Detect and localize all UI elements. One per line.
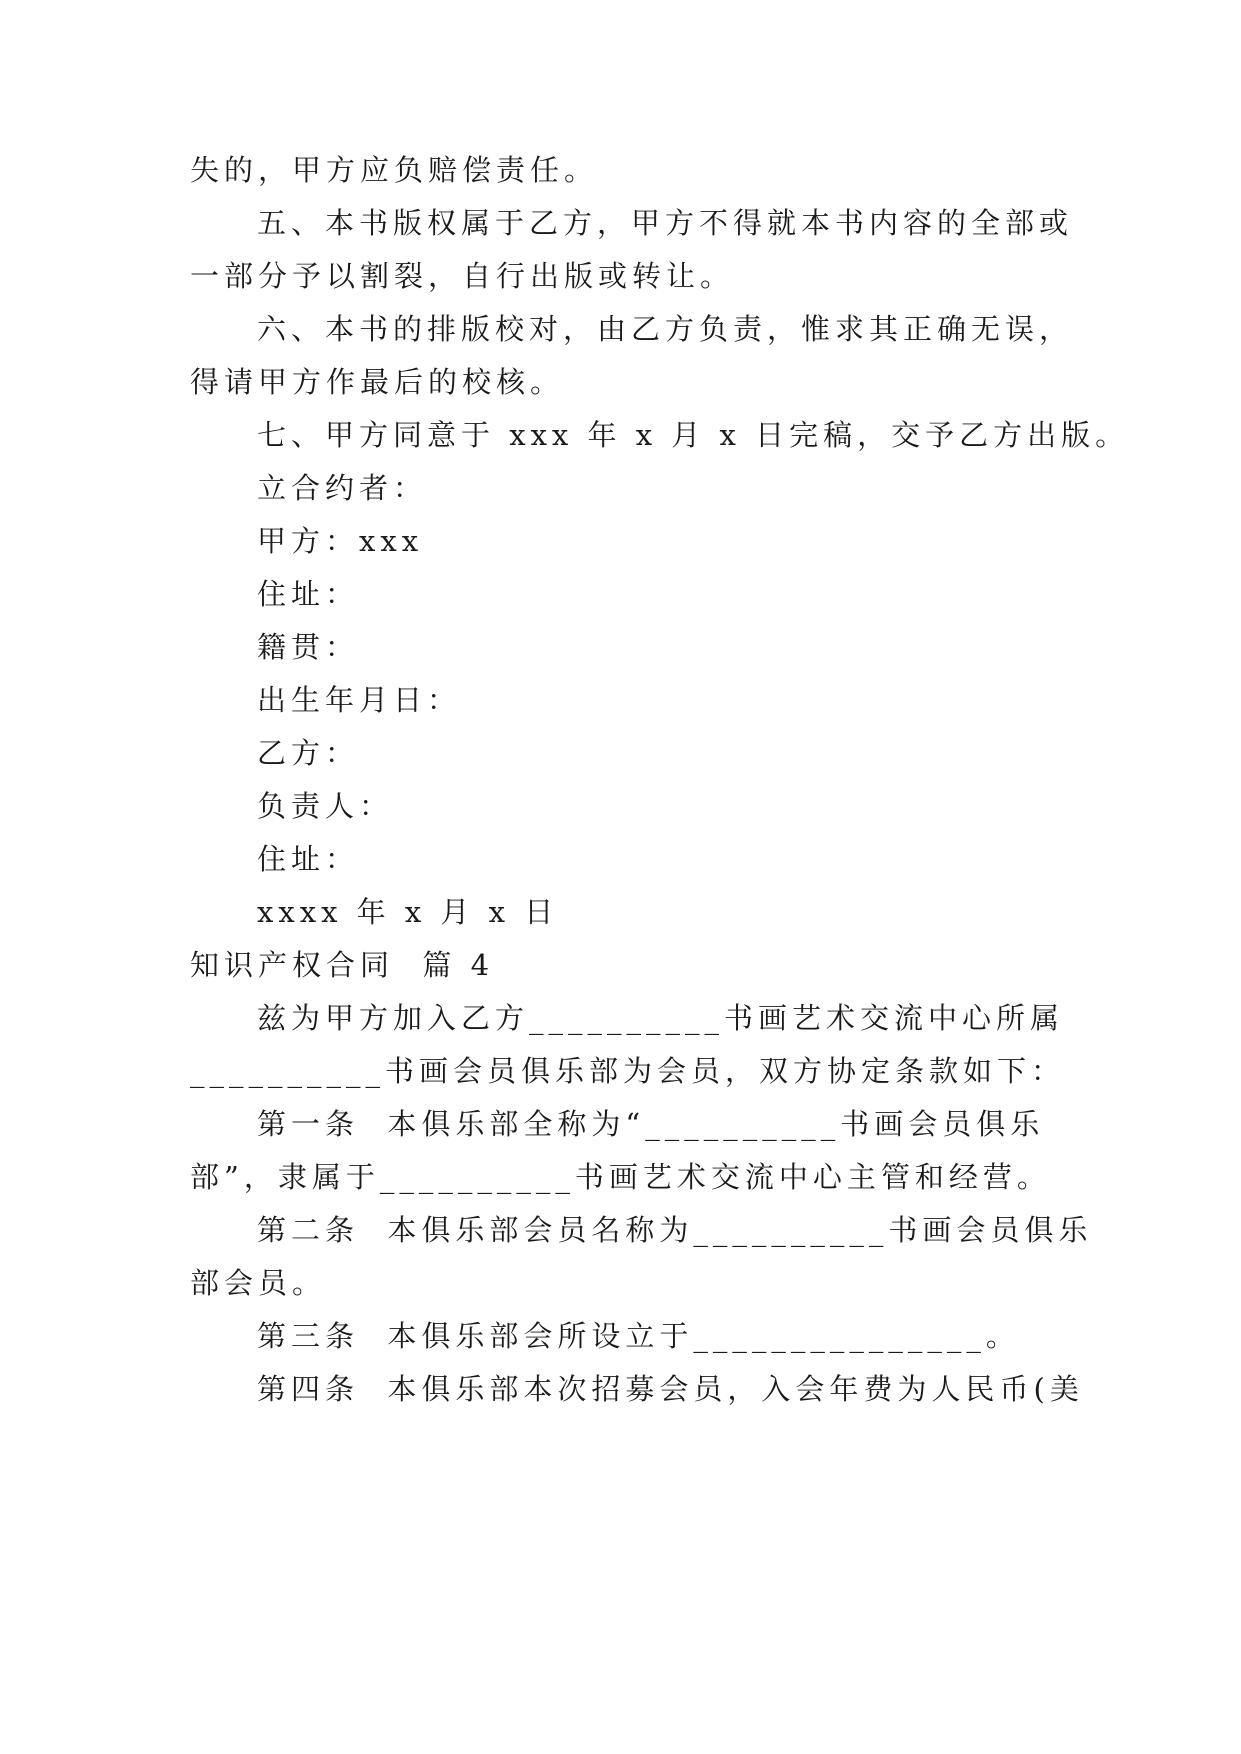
text-line: 兹为甲方加入乙方__________书画艺术交流中心所属 — [257, 1001, 1065, 1035]
text-line: 第四条 本俱乐部本次招募会员，入会年费为人民币(美 — [257, 1372, 1084, 1406]
text-line: 负责人： — [257, 789, 394, 823]
text-line: 部”，隶属于__________书画艺术交流中心主管和经营。 — [190, 1160, 1051, 1194]
text-line: 第二条 本俱乐部会员名称为__________书画会员俱乐 — [257, 1213, 1093, 1247]
text-line: 乙方： — [257, 736, 360, 770]
text-line: 六、本书的排版校对，由乙方负责，惟求其正确无误， — [257, 312, 1074, 346]
text-line: 甲方：xxx — [257, 524, 424, 558]
text-line: 第一条 本俱乐部全称为“__________书画会员俱乐 — [257, 1107, 1045, 1141]
text-line: 立合约者： — [257, 471, 428, 505]
text-line: 籍贯： — [257, 630, 360, 664]
text-line: 第三条 本俱乐部会所设立于_______________。 — [257, 1319, 1020, 1353]
section-heading: 知识产权合同 篇 4 — [190, 948, 495, 982]
text-line: 五、本书版权属于乙方，甲方不得就本书内容的全部或 — [257, 206, 1074, 240]
text-line: 得请甲方作最后的校核。 — [190, 365, 565, 399]
text-line: 一部分予以割裂，自行出版或转让。 — [190, 259, 735, 293]
text-line: __________书画会员俱乐部为会员，双方协定条款如下： — [190, 1054, 1066, 1088]
text-line: 失的，甲方应负赔偿责任。 — [190, 153, 599, 187]
text-line: xxxx 年 x 月 x 日 — [257, 895, 559, 929]
text-line: 住址： — [257, 577, 360, 611]
text-line: 部会员。 — [190, 1266, 327, 1300]
text-line: 出生年月日： — [257, 683, 462, 717]
text-line: 住址： — [257, 842, 360, 876]
text-line: 七、甲方同意于 xxx 年 x 月 x 日完稿，交予乙方出版。 — [257, 418, 1130, 452]
